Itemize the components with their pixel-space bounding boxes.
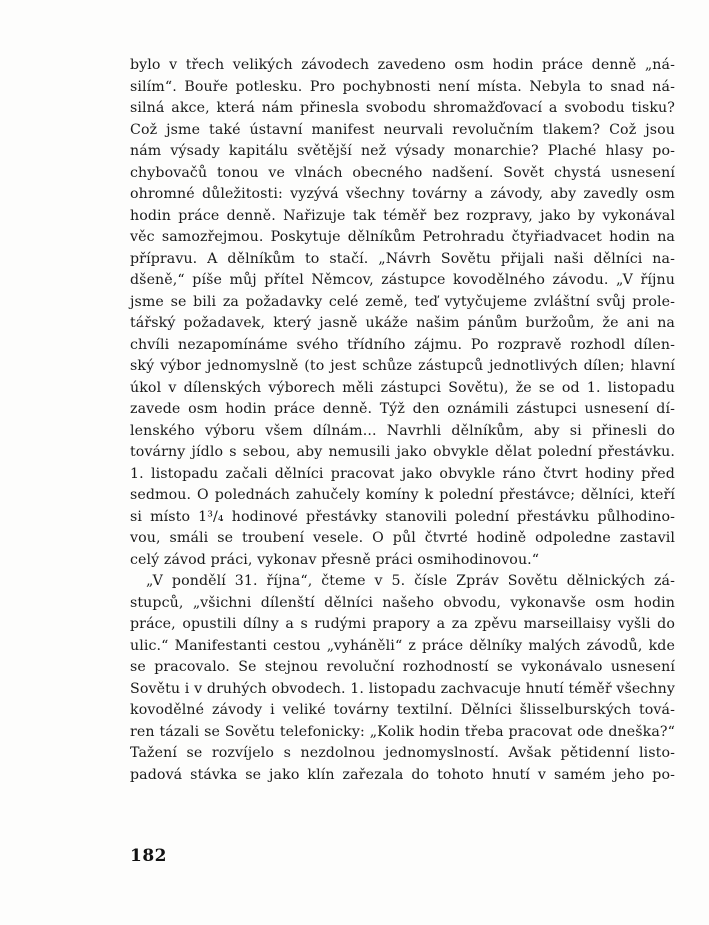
text-line: 1. listopadu začali dělníci pracovat jako obvykle ráno čtvrt hodiny před — [130, 465, 675, 482]
text-line: silím“. Bouře potlesku. Pro pochybnosti není místa. Nebyla to snad ná- — [130, 78, 675, 95]
text-line: ohromné důležitosti: vyzývá všechny továrny a závody, aby zavedly osm — [130, 186, 675, 202]
text-line: úkol v dílenských výborech měli zástupci Sovětu), že se od 1. listopadu — [130, 379, 675, 396]
text-line: vou, smáli se troubení vesele. O půl čtvrté hodině odpoledne zastavil — [130, 530, 675, 546]
text-line: hodin práce denně. Nařizuje tak téměř bez rozpravy, jako by vykonával — [130, 207, 675, 224]
text-line: celý závod práci, vykonav přesně práci osmihodinovou.“ — [130, 551, 540, 568]
text-line: továrny jídlo s sebou, aby nemusili jako obvykle dělat polední přestávku. — [130, 444, 675, 460]
text-line: ulic.“ Manifestanti cestou „vyháněli“ z práce dělníky malých závodů, kde — [130, 637, 675, 654]
text-line: chybovačů tonou ve vlnách obecného nadšení. Sovět chystá usnesení — [130, 164, 675, 181]
text-line: silná akce, která nám přinesla svobodu shromažďovací a svobodu tisku? — [130, 100, 675, 116]
text-line: dšeně,“ píše můj přítel Němcov, zástupce kovodělného závodu. „V říjnu — [130, 272, 675, 288]
text-line: chvíli nezapomínáme svého třídního zájmu. Po rozpravě rozhodl dílen- — [130, 336, 675, 353]
text-line: bylo v třech velikých závodech zavedeno osm hodin práce denně „ná- — [130, 57, 675, 73]
text-line: jsme se bili za požadavky celé země, teď vytyčujeme zvláštní svůj prole- — [130, 293, 675, 310]
text-line: sedmou. O polednách zahučely komíny k polední přestávce; dělníci, kteří — [130, 487, 675, 503]
text-line: se pracovalo. Se stejnou revoluční rozhodností se vykonávalo usnesení — [130, 659, 675, 675]
text-line: Tažení se rozvíjelo s nezdolnou jednomyslností. Avšak pětidenní listo- — [130, 745, 675, 761]
text-line: přípravu. A dělníkům to stačí. „Návrh Sovětu přijali naši dělníci na- — [130, 250, 675, 267]
text-line: ský výbor jednomyslně (to jest schůze zástupců jednotlivých dílen; hlavní — [130, 358, 675, 374]
text-line: věc samozřejmou. Poskytuje dělníkům Petrohradu čtyřiadvacet hodin na — [130, 229, 675, 245]
text-line: zavede osm hodin práce denně. Týž den oznámili zástupci usnesení dí- — [130, 401, 675, 417]
text-line: kovodělné závody i veliké továrny textilní. Dělníci šlisselburských tová- — [130, 702, 675, 718]
text-line: lenského výboru všem dílnám... Navrhli dělníkům, aby si přinesli do — [130, 422, 675, 439]
text-line: Což jsme také ústavní manifest neurvali revolučním tlakem? Což jsou — [130, 121, 675, 138]
body-text — [130, 55, 675, 786]
text-line: ren tázali se Sovětu telefonicky: „Kolik hodin třeba pracovat ode dneška?“ — [130, 723, 675, 740]
text-line: tářský požadavek, který jasně ukáže našim pánům buržoům, že ani na — [130, 315, 675, 331]
text-line: stupců, „všichni dílenští dělníci našeho obvodu, vykonavše osm hodin — [130, 594, 675, 611]
text-line: Sovětu i v druhých obvodech. 1. listopadu zachvacuje hnutí téměř všechny — [130, 680, 675, 697]
text-line: „V pondělí 31. října“, čteme v 5. čísle Zpráv Sovětu dělnických zá- — [146, 573, 675, 589]
page-number: 182 — [130, 846, 167, 866]
text-line: práce, opustili dílny a s rudými prapory a za zpěvu marseillaisy vyšli do — [130, 616, 675, 632]
text-line: padová stávka se jako klín zařezala do tohoto hnutí v samém jeho po- — [130, 766, 675, 783]
text-line: nám výsady kapitálu světější než výsady monarchie? Plaché hlasy po- — [130, 143, 675, 159]
text-line: si místo 1³/₄ hodinové přestávky stanovili polední přestávku půlhodino- — [130, 508, 675, 525]
